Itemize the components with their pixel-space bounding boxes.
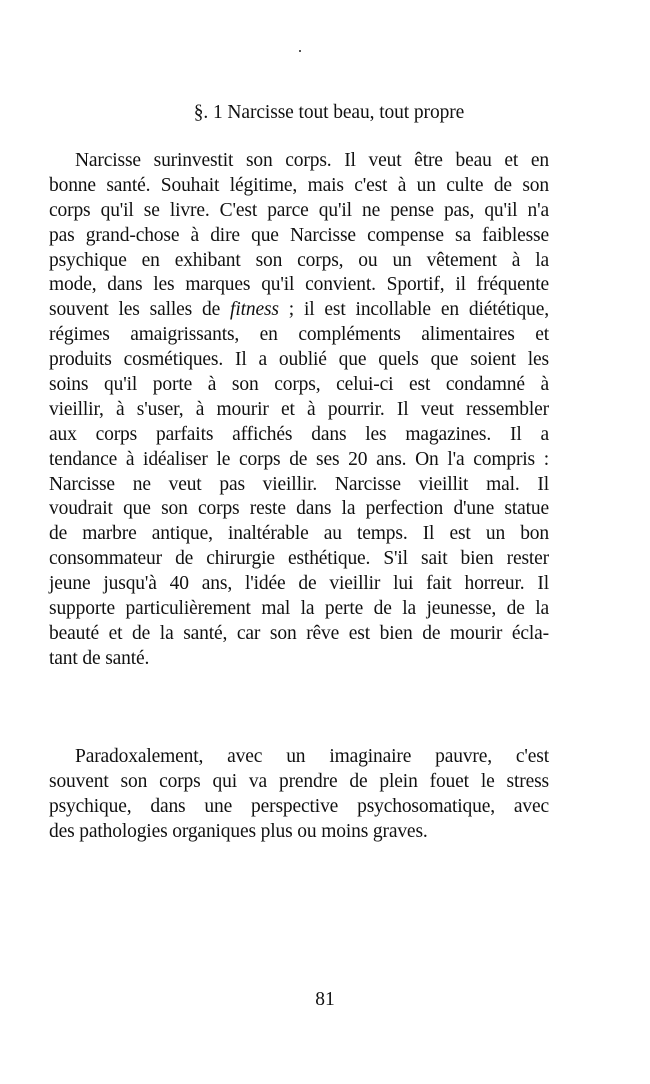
text-line: Paradoxalement, avec un imaginaire pauvre, c'est xyxy=(75,746,549,767)
text-line: corps qu'il se livre. C'est parce qu'il ne pense pas, qu'il n'a xyxy=(49,199,549,221)
text-line: produits cosmétiques. Il a oublié que quels que soient les xyxy=(49,349,549,371)
text-line: tendance à idéaliser le corps de ses 20 ans. On l'a compris : xyxy=(49,448,549,470)
text-line: beauté et de la santé, car son rêve est bien de mourir écla- xyxy=(49,622,549,644)
text-line: souvent son corps qui va prendre de plein fouet le stress xyxy=(49,770,549,792)
text-line: consommateur de chirurgie esthétique. S'il sait bien rester xyxy=(49,548,549,570)
text-line: supporte particulièrement mal la perte de la jeunesse, de la xyxy=(49,598,549,620)
section-heading xyxy=(0,101,650,125)
text-line: de marbre antique, inaltérable au temps. Il est un bon xyxy=(49,523,549,545)
text-line: vieillir, à s'user, à mourir et à pourrir. Il veut ressembler xyxy=(49,398,549,420)
text-line: voudrait que son corps reste dans la perfection d'une statue xyxy=(49,498,549,520)
text-line: tant de santé. xyxy=(49,647,150,669)
text-line: régimes amaigrissants, en compléments alimentaires et xyxy=(49,324,549,346)
text-line: psychique en exhibant son corps, ou un vêtement à la xyxy=(49,249,549,271)
text-line: des pathologies organiques plus ou moins graves. xyxy=(49,820,428,842)
paragraph-1 xyxy=(49,149,549,672)
page-number: 81 xyxy=(315,989,335,1010)
text-fragment: ; il est incollable en diététique, xyxy=(278,299,549,321)
scan-speck xyxy=(299,50,301,52)
text-line: pas grand-chose à dire que Narcisse compense sa faiblesse xyxy=(49,224,549,246)
paragraph-2 xyxy=(49,745,549,845)
text-line: psychique, dans une perspective psychosomatique, avec xyxy=(49,795,549,817)
text-line: jeune jusqu'à 40 ans, l'idée de vieillir lui fait horreur. Il xyxy=(49,573,549,595)
section-heading-text: §. 1 Narcisse tout beau, tout propre xyxy=(193,102,465,123)
text-line: Narcisse surinvestit son corps. Il veut être beau et en xyxy=(75,150,549,171)
text-line: soins qu'il porte à son corps, celui-ci est condamné à xyxy=(49,374,549,396)
text-line: mode, dans les marques qu'il convient. Sportif, il fréquente xyxy=(49,274,549,296)
text-line: bonne santé. Souhait légitime, mais c'est à un culte de son xyxy=(49,174,549,196)
text-line: aux corps parfaits affichés dans les magazines. Il a xyxy=(49,423,549,445)
text-line-with-italic xyxy=(49,298,549,323)
text-line: Narcisse ne veut pas vieillir. Narcisse vieillit mal. Il xyxy=(49,473,549,495)
italic-word: fitness xyxy=(230,299,279,321)
text-fragment: souvent les salles de xyxy=(49,299,221,321)
